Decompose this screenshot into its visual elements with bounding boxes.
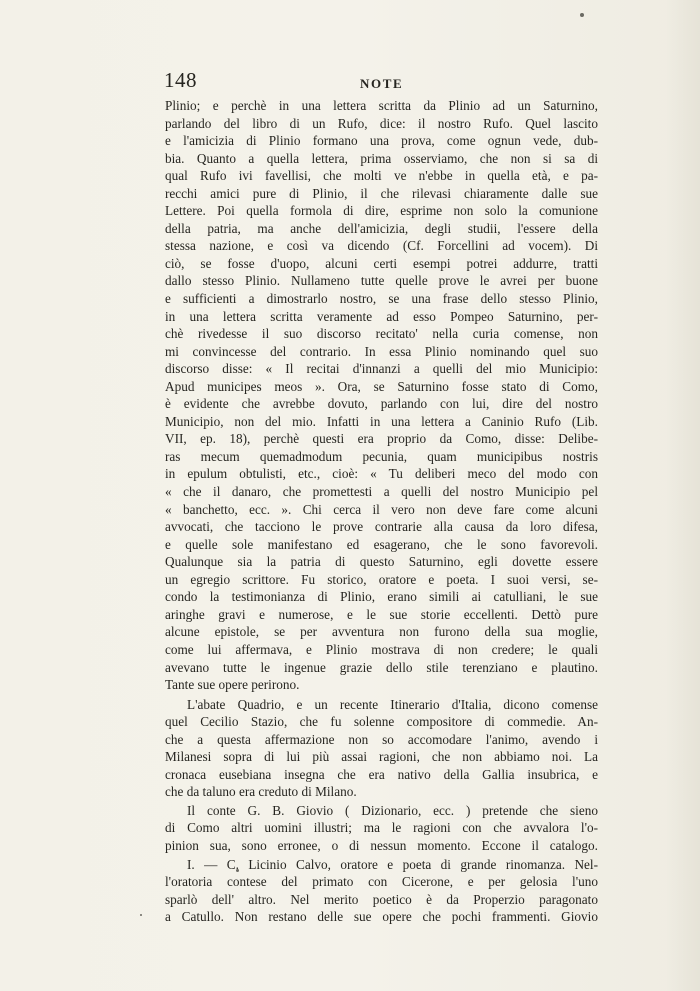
- text-line: che a questa affermazione non so accomodare l'animo, avendo i: [165, 731, 598, 747]
- text-line: bia. Quanto a quella lettera, prima osserviamo, che non si sa di: [165, 150, 598, 166]
- text-line: qual Rufo ivi favellisi, che molti ve n'ebbe in quella età, e pa-: [165, 168, 598, 184]
- text-line: e l'amicizia di Plinio formano una prova, come ognun vede, dub-: [165, 133, 598, 149]
- text-line: mi convincesse del contrario. In essa Plinio nominando quel suo: [165, 343, 598, 359]
- text-line: un egregio scrittore. Fu storico, oratore e poeta. I suoi versi, se-: [165, 571, 598, 587]
- text-line: recchi amici pure di Plinio, il che rilevasi chiaramente dalle sue: [165, 185, 598, 201]
- page-number: 148: [164, 68, 197, 92]
- text-line: Lettere. Poi quella formola di dire, esprime non solo la comunione: [165, 203, 598, 219]
- text-line: di Como altri uomini illustri; ma le ragioni con che avvalora l'o-: [165, 820, 598, 836]
- text-line: aringhe gravi e numerose, e le sue storie eccellenti. Dettò pure: [165, 606, 598, 622]
- text-line: e sufficienti a dimostrarlo nostro, se una frase dello stesso Plinio,: [165, 291, 598, 307]
- text-line: I. — C. Licinio Calvo, oratore e poeta di grande rinomanza. Nel-: [187, 856, 598, 872]
- text-line: dallo stesso Plinio. Nullameno tutte quelle prove le avrei per buone: [165, 273, 598, 289]
- text-line: Il conte G. B. Giovio ( Dizionario, ecc. ) pretende che sieno: [187, 802, 598, 818]
- page-header: [164, 68, 598, 96]
- text-line: « banchetto, ecc. ». Chi cerca il vero non deve fare come alcuni: [165, 501, 598, 517]
- text-line: in epulum obtulisti, etc., cioè: « Tu deliberi meco del modo con: [165, 466, 598, 482]
- ink-speck: [580, 13, 584, 17]
- body-text: [165, 97, 598, 926]
- text-line: pinion sua, sono erronee, o di nessun momento. Eccone il catalogo.: [165, 837, 598, 853]
- text-line: Qualunque sia la patria di questo Saturnino, egli dovette essere: [165, 554, 598, 570]
- text-line: avevano tutte le ingenue grazie dello stile terenziano e plautino.: [165, 659, 598, 675]
- text-line: chè rivedesse il suo discorso recitato' nella curia comense, non: [165, 326, 598, 342]
- text-line: che da taluno era creduto di Milano.: [165, 784, 357, 800]
- text-line: sparlò dell' altro. Nel merito poetico è da Properzio paragonato: [165, 891, 598, 907]
- text-line: « che il danaro, che promettesti a quelli del nostro Municipio pel: [165, 484, 598, 500]
- text-line: L'abate Quadrio, e un recente Itinerario d'Italia, dicono comense: [187, 696, 598, 712]
- ink-speck: [140, 914, 142, 916]
- text-line: e quelle sole manifestano ed esagerano, che le sono favorevoli.: [165, 536, 598, 552]
- text-line: cronaca eusebiana insegna che era nativo della Gallia insubrica, e: [165, 766, 598, 782]
- text-line: a Catullo. Non restano delle sue opere che pochi frammenti. Giovio: [165, 909, 598, 925]
- text-line: Municipio, non del mio. Infatti in una lettera a Caninio Rufo (Lib.: [165, 413, 598, 429]
- running-head: NOTE: [360, 76, 404, 91]
- text-line: Plinio; e perchè in una lettera scritta da Plinio ad un Saturnino,: [165, 98, 598, 113]
- text-line: quel Cecilio Stazio, che fu solenne compositore di commedie. An-: [165, 714, 598, 730]
- page-edge-shadow: [666, 0, 700, 991]
- text-line: stessa nazione, e così va dicendo (Cf. Forcellini ad vocem). Di: [165, 238, 598, 254]
- text-line: alcune epistole, se per avventura non furono della sua moglie,: [165, 624, 598, 640]
- text-line: ras mecum quemadmodum pecunia, quam municipibus nostris: [165, 448, 598, 464]
- text-line: è evidente che avrebbe dovuto, parlando con lui, dire del nostro: [165, 396, 598, 412]
- text-line: in una lettera scritta veramente ad esso Pompeo Saturnino, per-: [165, 308, 598, 324]
- text-line: discorso disse: « Il recitai d'innanzi a quelli del mio Municipio:: [165, 361, 598, 377]
- text-line: VII, ep. 18), perchè questi era proprio da Como, disse: Delibe-: [165, 431, 598, 447]
- text-line: Apud municipes meos ». Ora, se Saturnino fosse stato di Como,: [165, 378, 598, 394]
- text-line: avvocati, che tacciono le prove contrarie alla causa da loro difesa,: [165, 519, 598, 535]
- text-line: condo la testimonianza di Plinio, erano simili ai catulliani, le sue: [165, 589, 598, 605]
- text-line: come lui affermava, e Plinio mostrava di non credere; le quali: [165, 641, 598, 657]
- text-line: Milanesi sopra di lui più assai ragioni, che non abbiamo noi. La: [165, 749, 598, 765]
- text-line: parlando del libro di un Rufo, dice: il nostro Rufo. Quel lascito: [165, 115, 598, 131]
- text-line: Tante sue opere perirono.: [165, 677, 300, 693]
- text-line: della patria, ma anche dell'amicizia, degli studii, l'essere della: [165, 220, 598, 236]
- text-line: l'oratoria contese del primato con Cicerone, e per gelosia l'uno: [165, 874, 598, 890]
- text-line: ciò, se fosse d'uopo, alcuni certi esempi potrei addurre, tratti: [165, 255, 598, 271]
